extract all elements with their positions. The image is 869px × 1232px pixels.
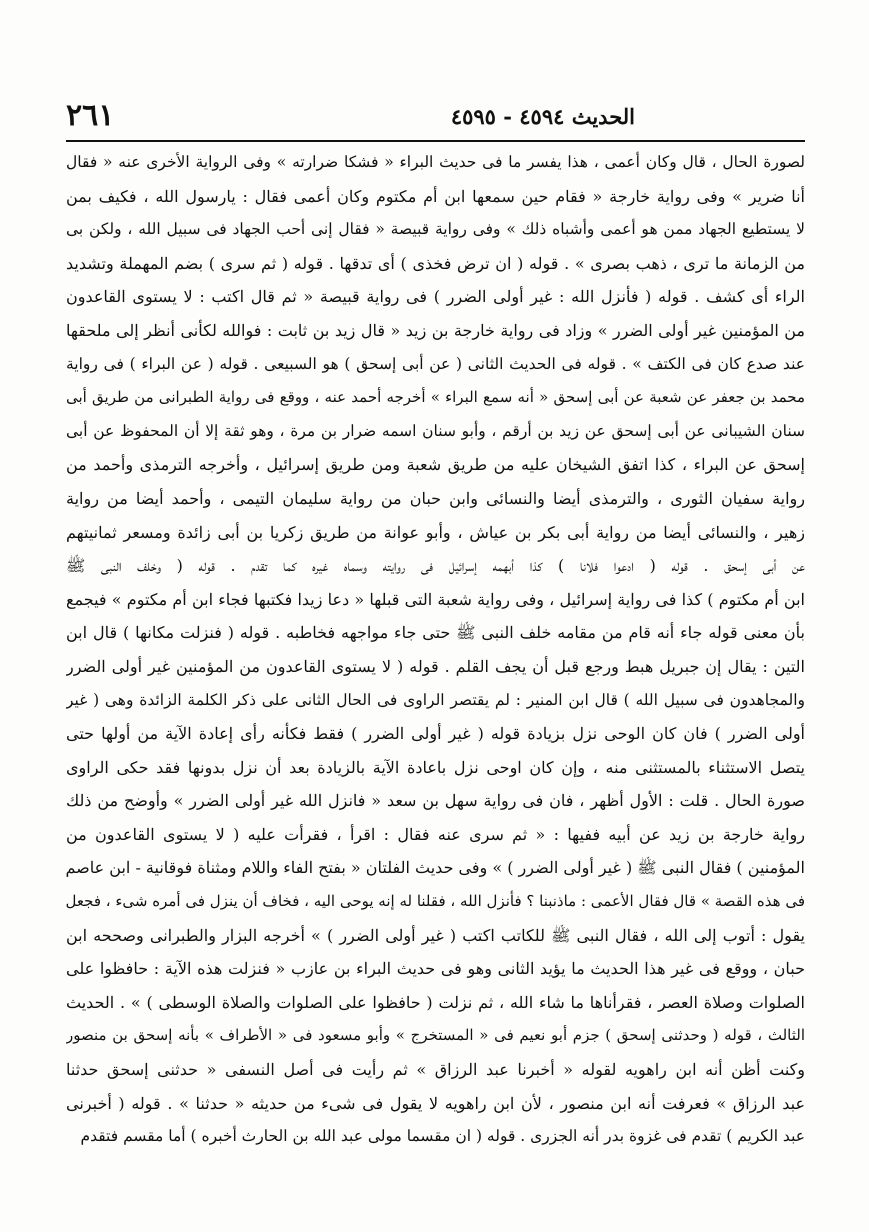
text-line: لا يستطيع الجهاد ممن هو أعمى وأشباه ذلك » وفى رواية قبيصة « فقال إنى أحب الجهاد فى سبيل الله ، ولكن بى — [66, 220, 805, 239]
text-line: حبان ، ووقع فى غير هذا الحديث ما يؤيد الثانى وهو فى حديث البراء بن عازب « فنزلت هذه الآية : حافظوا على — [66, 959, 805, 979]
text-line: رواية خارجة بن زيد عن أبيه ففيها : « ثم سرى عنه فقال : اقرأ ، فقرأت عليه ( لا يستوى القاعدون من — [66, 824, 805, 844]
text-line: عند صدع كان فى الكتف » . قوله فى الحديث الثانى ( عن أبى إسحق ) هو السبيعى . قوله ( عن البراء ) فى رواية — [66, 354, 805, 373]
running-head: الحديث ٤٥٩٤ - ٤٥٩٥ — [450, 104, 635, 129]
text-line: فى هذه القصة » قال فقال الأعمى : ماذنبنا ؟ فأنزل الله ، فقلنا له إنه يوحى اليه ، فخاف أن ينزل فى أمره شىء ، فجعل — [66, 892, 805, 911]
text-line: أنا ضرير » وفى رواية خارجة « فقام حين سمعها ابن أم مكتوم وكان أعمى فقال : يارسول الله ، فكيف بمن — [66, 186, 805, 206]
text-line: صورة الحال . قلت : الأول أظهر ، فان فى رواية سهل بن سعد « فانزل الله غير أولى الضرر » وأوضح من ذلك — [66, 791, 805, 811]
text-line: الثالث ، قوله ( وحدثنى إسحق ) جزم أبو نعيم فى « المستخرج » وأبو مسعود فى « الأطراف » بأنه إسحق بن منصور — [66, 1026, 805, 1045]
text-line: من المؤمنين غير أولى الضرر » وزاد فى رواية خارجة بن زيد « قال زيد بن ثابت : فوالله لكأنى أنظر إلى ملحقها — [66, 320, 805, 340]
text-line: الراء أى كشف . قوله ( فأنزل الله : غير أولى الضرر ) فى رواية قبيصة « ثم قال اكتب : لا يستوى القاعدون — [66, 287, 805, 307]
text-line: عبد الكريم ) تقدم فى غزوة بدر أنه الجزرى . قوله ( ان مقسما مولى عبد الله بن الحارث أخبره ) أما مقسم فتقدم — [80, 1127, 805, 1146]
text-line: عبد الرزاق » فعرفت أنه ابن منصور ، لأن ابن راهويه لا يقول فى شىء من حديثه « حدثنا » . قوله ( أخبرنى — [66, 1093, 805, 1113]
text-line: بأن معنى قوله جاء أنه قام من مقامه خلف النبى ﷺ حتى جاء مواجهه فخاطبه . قوله ( فنزلت مكانها ) قال ابن — [66, 623, 805, 643]
text-line: زهير ، والنسائى أيضا من رواية أبى بكر بن عياش ، وأبو عوانة من طريق زكريا بن أبى زائدة ومسعر ثمانيتهم — [66, 522, 805, 542]
text-line: يتصل الاستثناء بالمستثنى منه ، وإن كان اوحى نزل باعادة الآية بالزيادة بعد أن نزل بدونها فقد حكى الراوى — [66, 757, 805, 777]
page-header — [66, 98, 805, 134]
header-rule — [66, 140, 805, 142]
body-text — [66, 146, 805, 1154]
text-line: وكنت أظن أنه ابن راهويه لقوله « أخبرنا عبد الرزاق » ثم رأيت فى أصل النسفى « حدثنى إسحق حدثنا — [66, 1060, 805, 1080]
text-line: لصورة الحال ، قال وكان أعمى ، هذا يفسر ما فى حديث البراء « فشكا ضرارته » وفى الرواية الأخرى عنه « فقال — [66, 153, 805, 171]
text-line: ابن أم مكتوم ) كذا فى رواية إسرائيل ، وفى رواية شعبة التى قبلها « دعا زيدا فكتبها فجاء ابن أم مكتوم » فيجمع — [66, 589, 805, 609]
text-line: سنان الشيبانى عن أبى إسحق عن زيد بن أرقم ، وأبو سنان اسمه ضرار بن مرة ، وهو ثقة إلا أن المحفوظ عن أبى — [66, 421, 805, 440]
text-line: أولى الضرر ) فان كان الوحى نزل بزيادة قوله ( غير أولى الضرر ) فقط فكأنه رأى إعادة الآية من أولها حتى — [66, 724, 805, 744]
text-line: إسحق عن البراء ، كذا اتفق الشيخان عليه من طريق شعبة ومن طريق إسرائيل ، وأخرجه الترمذى وأحمد من — [66, 455, 805, 475]
text-line: محمد بن جعفر عن شعبة عن أبى إسحق « أنه سمع البراء » أخرجه أحمد عنه ، ووقع فى رواية الطبرانى من طريق أبى — [66, 388, 805, 407]
text-line: عن أبى إسحق . قوله ( ادعوا فلانا ) كذا أبهمه إسرائيل فى روايته وسماه غيره كما تقدم . قوله ( وخلف النبى ﷺ — [66, 556, 805, 576]
text-line: من الزمانة ما ترى ، ذهب بصرى » . قوله ( ان ترض فخذى ) أى تدقها . قوله ( ثم سرى ) بضم المهملة وتشديد — [66, 253, 805, 273]
text-line: والمجاهدون فى سبيل الله ) قال ابن المنير : لم يقتصر الراوى فى الحال الثانى على ذكر الكلمة الزائدة وهى ( غير — [66, 690, 805, 709]
page-number: ٢٦١ — [66, 98, 115, 133]
text-line: الصلوات وصلاة العصر ، فقرأناها ما شاء الله ، ثم نزلت ( حافظوا على الصلوات والصلاة الوسطى ) » . الحديث — [66, 992, 805, 1012]
text-line: المؤمنين ) فقال النبى ﷺ ( غير أولى الضرر ) » وفى حديث الفلتان « بفتح الفاء واللام ومثناة فوقانية - ابن عاصم — [66, 858, 805, 878]
text-line: رواية سفيان الثورى ، والترمذى أيضا والنسائى وابن حبان من رواية سليمان التيمى ، وأحمد أيضا من رواية — [66, 488, 805, 508]
text-line: التين : يقال إن جبريل هبط ورجع قبل أن يجف القلم . قوله ( لا يستوى القاعدون من المؤمنين غير أولى الضرر — [66, 656, 805, 676]
text-line: يقول : أتوب إلى الله ، فقال النبى ﷺ للكاتب اكتب ( غير أولى الضرر ) » أخرجه البزار والطبرانى وصححه ابن — [66, 925, 805, 945]
